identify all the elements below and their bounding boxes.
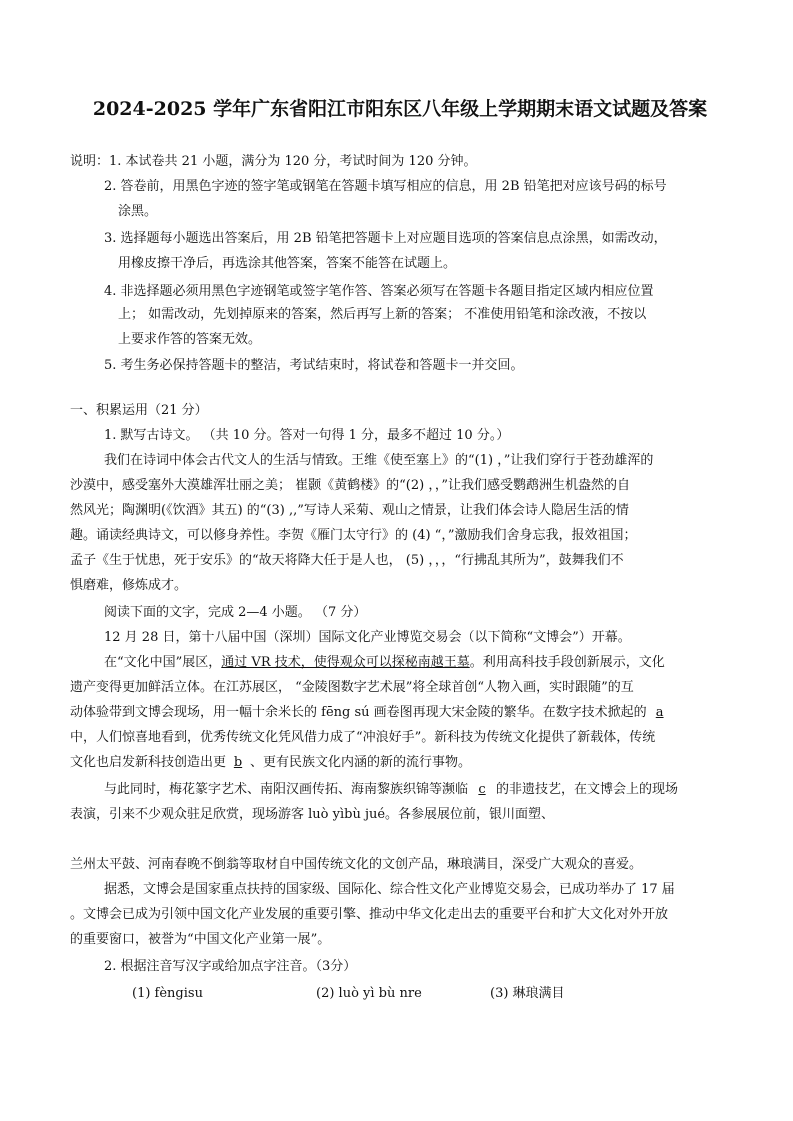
paragraph-line: 12 月 28 日，第十八届中国（深圳）国际文化产业博览交易会（以下简称“文博会”）开幕。: [104, 630, 631, 645]
paragraph-line: [70, 704, 673, 722]
paragraph-line: [104, 781, 678, 799]
paragraph-line: 然风光；陶渊明(《饮酒》其五) 的“(3) ,,”写诗人采菊、观山之情景，让我们体会诗人隐居生活的情: [70, 503, 629, 518]
answer-item: (1) fèngisu: [132, 986, 203, 1001]
section-heading: 一、积累运用（21 分）: [70, 403, 208, 418]
paragraph-line: 的重要窗口，被誉为“中国文化产业第一展”。: [70, 932, 331, 947]
blank-c: c: [478, 782, 486, 797]
instruction-line: 说明：1. 本试卷共 21 小题，满分为 120 分，考试时间为 120 分钟。: [70, 154, 477, 169]
text-run: 动体验带到文博会现场，用一幅十余米长的 fēng sú 画卷图再现大宋金陵的繁华。在数字技术掀起的: [70, 705, 647, 720]
reading-intro: 阅读下面的文字，完成 2—4 小题。 （7 分）: [104, 605, 367, 620]
answer-item: (2) luò yì bù nre: [316, 986, 422, 1001]
question-heading: 2. 根据注音写汉字或给加点字注音。（3分）: [104, 959, 357, 974]
paragraph-line: 惧磨难，修炼成才。: [70, 578, 188, 593]
paragraph-line: 孟子《生于忧患，死于安乐》的“故天将降大任于是人也， (5) ，，，“行拂乱其所为”，鼓舞我们不: [70, 553, 624, 568]
instruction-line: 3. 选择题每小题选出答案后，用 2B 铅笔把答题卡上对应题目选项的答案信息点涂黑，如需改动，: [104, 231, 667, 246]
paragraph-line: 我们在诗词中体会古代文人的生活与情致。王维《使至塞上》的“(1) ，”让我们穿行于苍劲雄浑的: [104, 453, 654, 468]
paragraph-line: [70, 754, 471, 772]
blank-a: a: [655, 705, 664, 720]
underlined-sentence: 通过 VR 技术，使得观众可以探秘南越王墓: [221, 655, 470, 670]
text-run: 、更有民族文化内涵的新的流行事物。: [250, 755, 472, 770]
instruction-line: 用橡皮擦干净后，再选涂其他答案，答案不能答在试题上。: [118, 256, 457, 271]
instruction-line: 2. 答卷前，用黑色字迹的签字笔或钢笔在答题卡填写相应的信息，用 2B 铅笔把对应该号码的标号: [104, 179, 667, 194]
paragraph-line: 据悉，文博会是国家重点扶持的国家级、国际化、综合性文化产业博览交易会，已成功举办了 17 届: [104, 882, 675, 897]
instruction-line: 上； 如需改动，先划掉原来的答案，然后再写上新的答案； 不准使用铅笔和涂改液，不按以: [118, 307, 647, 322]
text-run: 的非遗技艺，在文博会上的现场: [496, 782, 679, 797]
paragraph-line: 中，人们惊喜地看到，优秀传统文化凭风借力成了“冲浪好手”。新科技为传统文化提供了新载体，传统: [70, 730, 656, 745]
blank-b: b: [233, 755, 243, 770]
instruction-line: 上要求作答的答案无效。: [118, 332, 262, 347]
question-heading: 1. 默写古诗文。 （共 10 分。答对一句得 1 分，最多不超过 10 分。）: [104, 428, 510, 443]
paragraph-line: 趣。诵读经典诗文，可以修身养性。李贺《雁门太守行》的 (4) “，”激励我们舍身忘我，报效祖国；: [70, 528, 637, 543]
instruction-line: 涂黑。: [118, 204, 158, 219]
paragraph-line: 沙漠中，感受塞外大漠雄浑壮丽之美； 崔颢《黄鹤楼》的“(2) ，，”让我们感受鹦鹉洲生机盎然的自: [70, 478, 630, 493]
text-run: 。利用高科技手段创新展示，文化: [469, 655, 665, 670]
instruction-line: 4. 非选择题必须用黑色字迹钢笔或签字笔作答、答案必须写在答题卡各题目指定区域内相应位置: [104, 284, 654, 299]
text-run: 文化也启发新科技创造出更: [70, 755, 227, 770]
paragraph-line: 表演，引来不少观众驻足欣赏，现场游客 luò yìbù jué。各参展展位前，银川面塑、: [70, 807, 555, 822]
answer-item: (3) 琳琅满目: [490, 986, 565, 1001]
text-run: 与此同时，梅花篆字艺术、南阳汉画传拓、海南黎族织锦等濒临: [104, 782, 469, 797]
text-run: 在“文化中国”展区，: [104, 655, 222, 670]
paragraph-line: 遗产变得更加鲜活立体。在江苏展区， “金陵图数字艺术展”将全球首创“人物入画，实时跟随”的互: [70, 680, 634, 695]
paragraph-line: 。文博会已成为引领中国文化产业发展的重要引擎、推动中华文化走出去的重要平台和扩大文化对外开放: [70, 907, 669, 922]
paragraph-line: [104, 654, 665, 672]
page-title: 2024-2025 学年广东省阳江市阳东区八年级上学期期末语文试题及答案: [92, 98, 708, 120]
instruction-line: 5. 考生务必保持答题卡的整洁，考试结束时，将试卷和答题卡一并交回。: [104, 358, 524, 373]
paragraph-line: 兰州太平鼓、河南春晚不倒翁等取材自中国传统文化的文创产品，琳琅满目，深受广大观众的喜爱。: [70, 857, 643, 872]
